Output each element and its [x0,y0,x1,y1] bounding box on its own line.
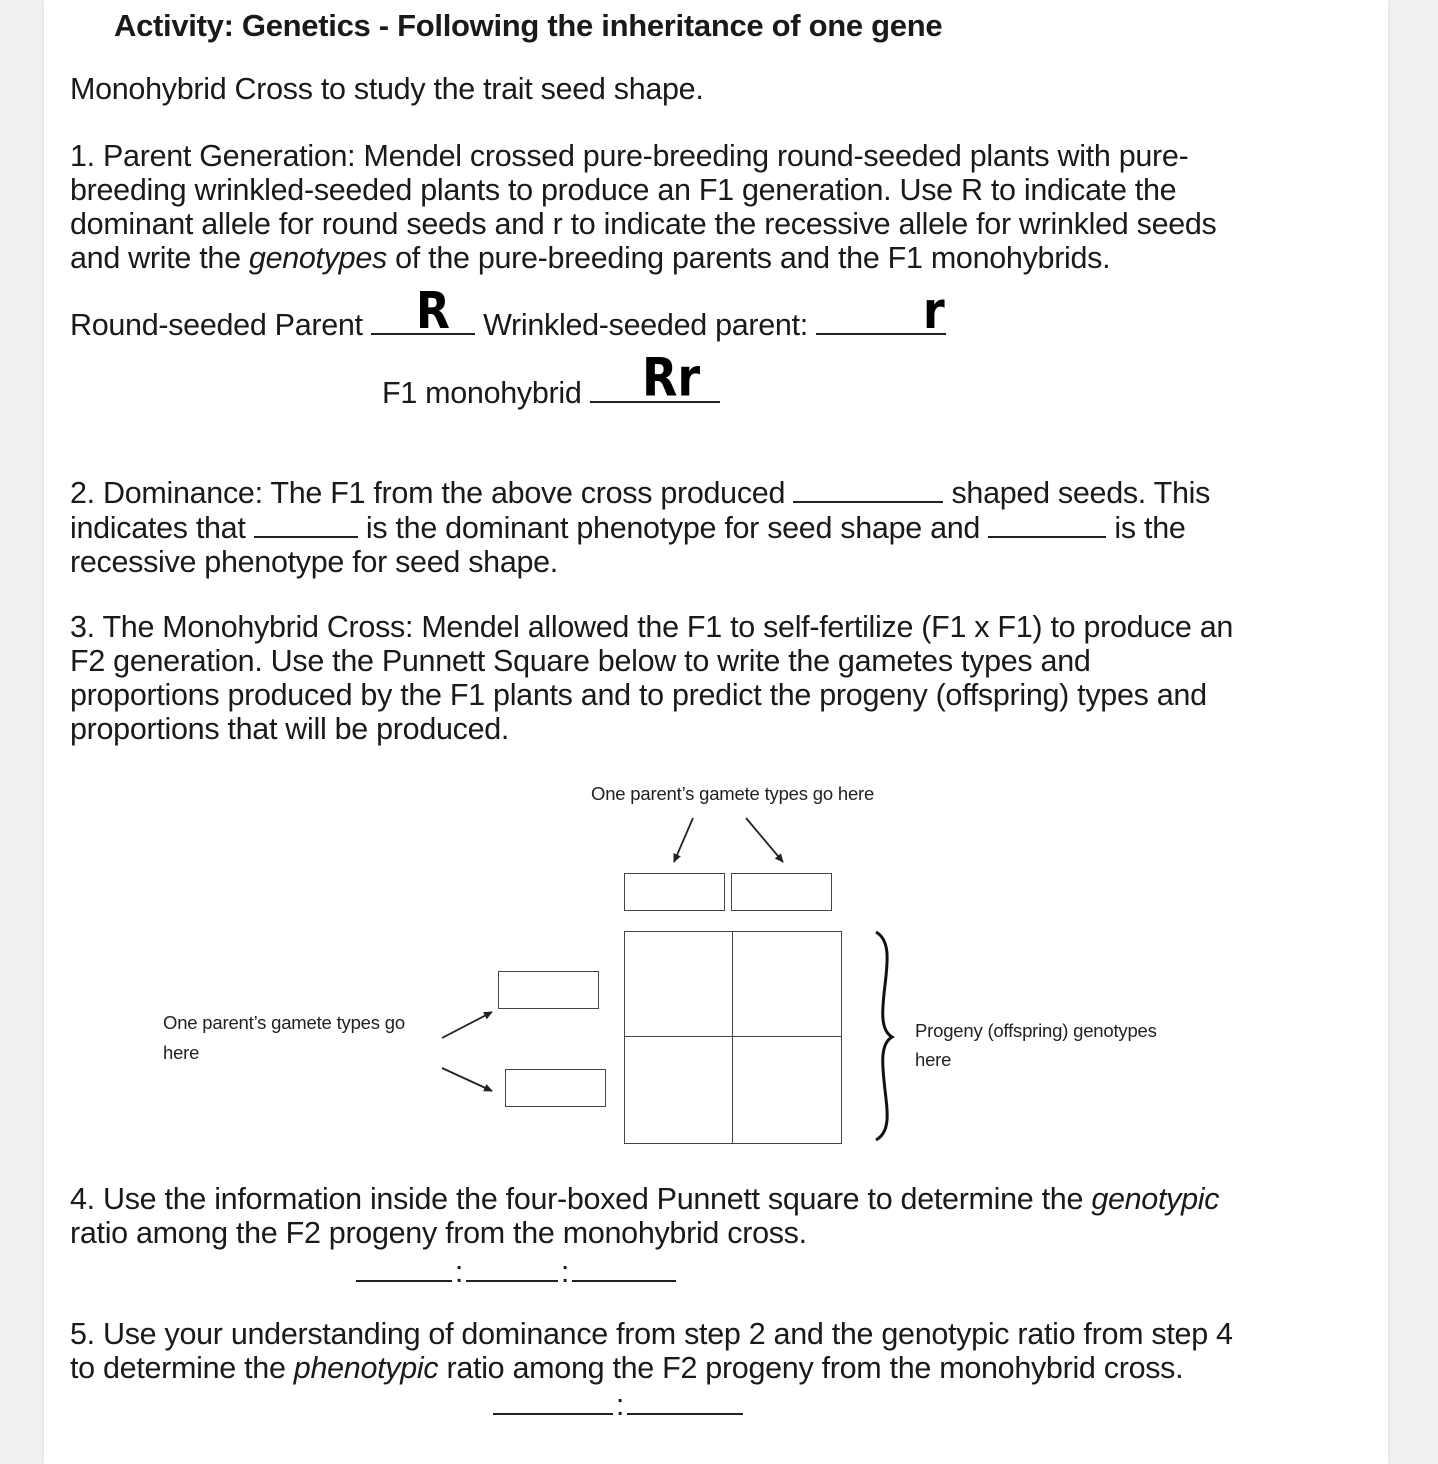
left-gamete-label-1: One parent’s gamete types go [163,1012,405,1033]
arrow-top-left-icon [674,818,693,862]
q4-colon-2: : [560,1255,570,1289]
q4-line-1 [70,1182,1370,1216]
q1-genotypes-em: genotypes [248,241,387,275]
q5-colon: : [615,1388,625,1422]
q4-ratio-blank-3[interactable] [572,1254,676,1282]
wrinkled-parent-answer: r [923,282,945,341]
round-parent-label: Round-seeded Parent [70,308,371,342]
q3-line-4: proportions that will be produced. [70,712,510,746]
q5-line-2-b: ratio among the F2 progeny from the monohybrid cross. [438,1351,1184,1385]
left-gamete-label-2: here [163,1042,200,1063]
q3-line-1: 3. The Monohybrid Cross: Mendel allowed the F1 to self-fertilize (F1 x F1) to produce an [70,610,1234,644]
q2-line-3: recessive phenotype for seed shape. [70,545,558,579]
subtitle-text: Monohybrid Cross to study the trait seed shape. [70,72,704,106]
q2-line-2-b: is the dominant phenotype for seed shape and [357,511,989,545]
q4-ratio-blank-1[interactable] [356,1254,452,1282]
q1-line-1: 1. Parent Generation: Mendel crossed pure-breeding round-seeded plants with pure- [70,139,1189,173]
q4-genotypic-em: genotypic [1091,1182,1220,1216]
progeny-label-1: Progeny (offspring) genotypes [915,1020,1157,1041]
wrinkled-parent-label: Wrinkled-seeded parent: [474,308,817,342]
curly-brace-icon [876,932,892,1140]
round-parent-answer: R [416,282,450,341]
q5-line-1: 5. Use your understanding of dominance from step 2 and the genotypic ratio from step 4 [70,1317,1233,1351]
arrow-top-right-icon [746,818,783,862]
q2-line-2-a: indicates that [70,511,254,545]
top-gamete-label: One parent’s gamete types go here [591,783,875,804]
q5-phenotypic-em: phenotypic [293,1351,439,1385]
q3-line-3: proportions produced by the F1 plants and to predict the progeny (offspring) types and [70,678,1207,712]
q5-ratio-blank-1[interactable] [493,1387,613,1415]
q5-ratio-row [493,1387,743,1422]
q1-line-2: breeding wrinkled-seeded plants to produce an F1 generation. Use R to indicate the [70,173,1177,207]
q4-line-2: ratio among the F2 progeny from the monohybrid cross. [70,1216,807,1250]
q3-line-2: F2 generation. Use the Punnett Square below to write the gametes types and [70,644,1091,678]
q2-line-1-a: 2. Dominance: The F1 from the above cross produced [70,476,794,510]
q5-line-2-a: to determine the [70,1351,294,1385]
q5-line-2 [70,1351,1370,1385]
progeny-label-2: here [915,1049,952,1070]
q4-ratio-row [356,1254,676,1289]
q5-ratio-blank-2[interactable] [627,1387,743,1415]
q1-line-4-b: of the pure-breeding parents and the F1 monohybrids. [386,241,1111,275]
arrow-left-upper-icon [442,1012,492,1038]
q1-line-4-a: and write the [70,241,249,275]
q4-colon-1: : [454,1255,464,1289]
question-5 [70,1317,1370,1385]
q2-line-2-c: is the [1106,511,1186,545]
q2-line-1-b: shaped seeds. This [943,476,1211,510]
q4-line-1-a: 4. Use the information inside the four-boxed Punnett square to determine the [70,1182,1092,1216]
q4-ratio-blank-2[interactable] [466,1254,558,1282]
f1-label: F1 monohybrid [382,376,590,410]
question-4 [70,1182,1370,1250]
arrow-left-lower-icon [442,1068,492,1091]
q1-line-3: dominant allele for round seeds and r to indicate the recessive allele for wrinkled seeds [70,207,1217,241]
f1-answer: Rr [642,345,701,409]
page-title: Activity: Genetics - Following the inheritance of one gene [114,8,943,43]
